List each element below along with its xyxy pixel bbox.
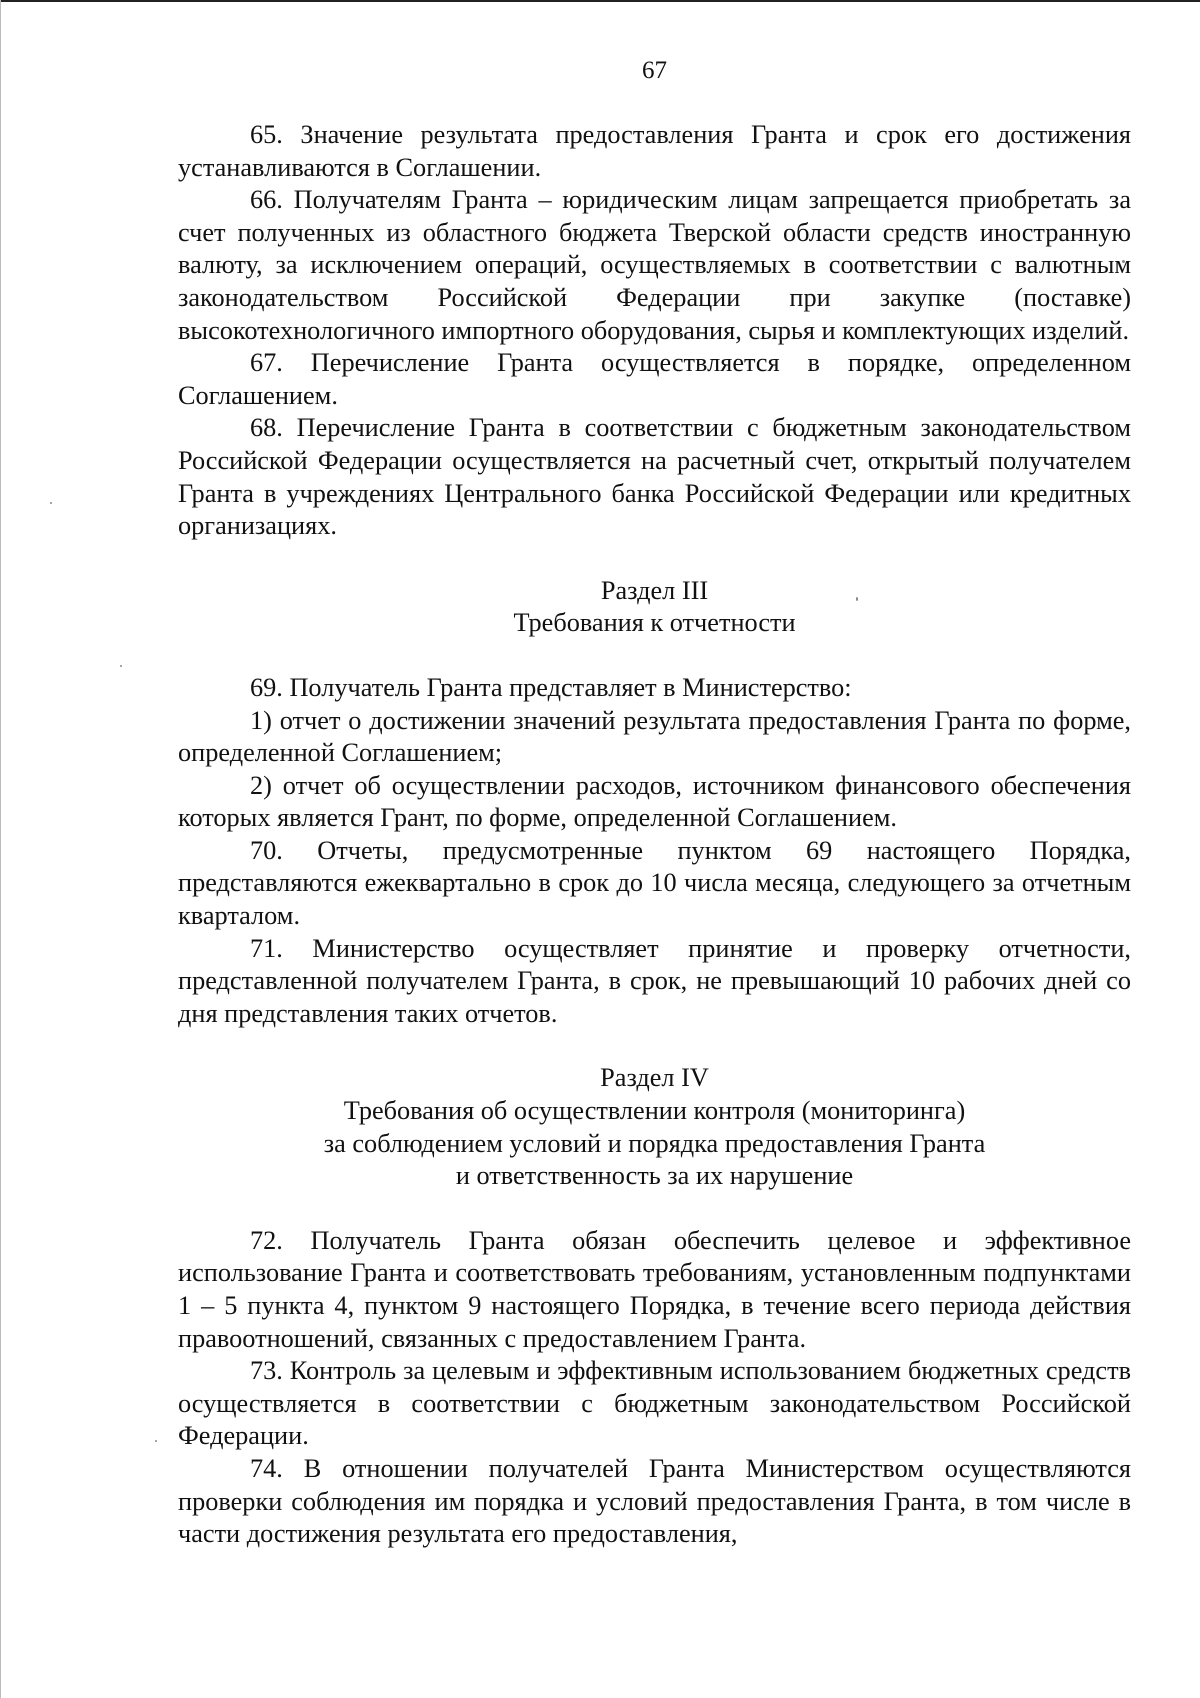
- document-body: [178, 119, 1131, 1551]
- paragraph: 67. Перечисление Гранта осуществляется в порядке, определенном Соглашением.: [178, 348, 1131, 410]
- section-heading: [178, 575, 1131, 640]
- paragraph: 2) отчет об осуществлении расходов, источником финансового обеспечения которых является Грант, по форме, определенной Соглашением.: [178, 770, 1131, 833]
- scan-top-edge: [0, 0, 1200, 2]
- paragraph: 73. Контроль за целевым и эффективным использованием бюджетных средств осуществляется в соответствии с бюджетным законодательством Российской Федерации.: [178, 1356, 1131, 1451]
- paragraph: 69. Получатель Гранта представляет в Министерство:: [250, 672, 852, 702]
- paragraph: 71. Министерство осуществляет принятие и проверку отчетности, представленной получателем Гранта, в срок, не превышающий 10 рабочих дней со дня представления таких отчетов.: [178, 933, 1131, 1028]
- scan-speck: [50, 502, 52, 504]
- scan-speck: [120, 665, 122, 667]
- section-title-line: Требования об осуществлении контроля (мониторинга): [343, 1096, 966, 1126]
- section-number: Раздел IV: [600, 1063, 709, 1093]
- scan-left-edge: [0, 0, 1, 1698]
- paragraph: 65. Значение результата предоставления Гранта и срок его достижения устанавливаются в Соглашении.: [178, 120, 1131, 182]
- section-heading: [178, 1062, 1131, 1192]
- paragraph: 68. Перечисление Гранта в соответствии с бюджетным законодательством Российской Федерации осуществляется на расчетный счет, открытый получателем Гранта в учреждениях Центрального банка Российской Федерации или кредитных организациях.: [178, 413, 1131, 541]
- section-title-line: и ответственность за их нарушение: [455, 1161, 854, 1191]
- paragraph: 72. Получатель Гранта обязан обеспечить целевое и эффективное использование Гранта и соответствовать требованиям, установленным подпунктами 1 – 5 пункта 4, пунктом 9 настоящего Порядка, в течение всего периода действия правоотношений, связанных с предоставлением Гранта.: [178, 1225, 1131, 1353]
- page-number: 67: [642, 57, 667, 84]
- section-number: Раздел III: [600, 575, 709, 605]
- paragraph: 74. В отношении получателей Гранта Министерством осуществляются проверки соблюдения им порядка и условий предоставления Гранта, в том числе в части достижения результата его предоставления,: [178, 1453, 1131, 1549]
- paragraph: 66. Получателям Гранта – юридическим лицам запрещается приобретать за счет полученных из областного бюджета Тверской области средств иностранную валюту, за исключением операций, осуществляемых в соответствии с валютным законодательством Российской Федерации при закупке (поставке) высокотехнологичного импортного оборудования, сырья и комплектующих изделий.: [178, 185, 1131, 345]
- document-page: [178, 55, 1131, 1551]
- scan-speck: [155, 1440, 157, 1442]
- paragraph: 1) отчет о достижении значений результата предоставления Гранта по форме, определенной Соглашением;: [178, 705, 1131, 768]
- section-title-line: Требования к отчетности: [513, 608, 796, 638]
- section-title-line: за соблюдением условий и порядка предоставления Гранта: [323, 1128, 986, 1158]
- paragraph: 70. Отчеты, предусмотренные пунктом 69 настоящего Порядка, представляются ежеквартально в срок до 10 числа месяца, следующего за отчетным кварталом.: [178, 835, 1131, 931]
